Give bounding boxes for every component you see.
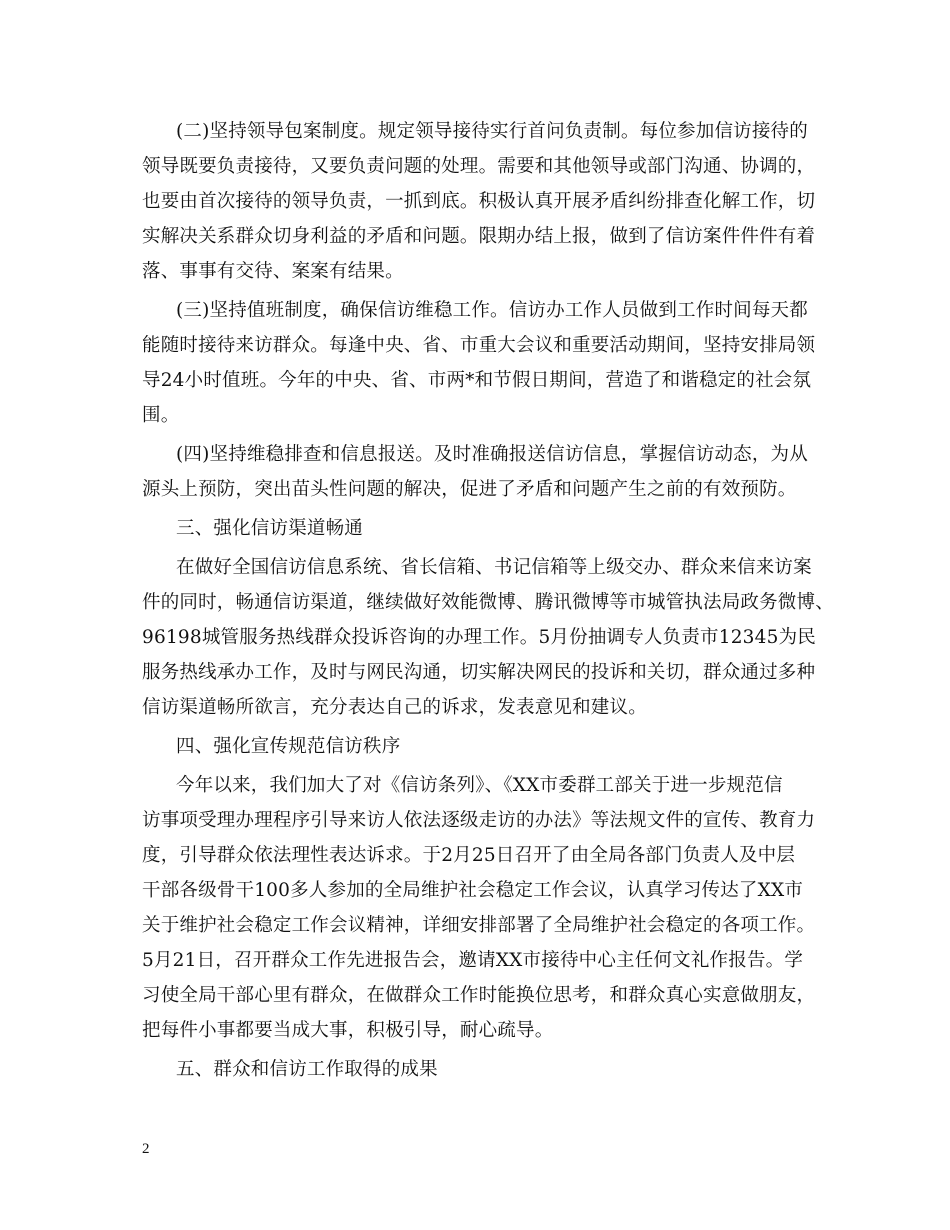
text-line: 度，引导群众依法理性表达诉求。于2月25日召开了由全局各部门负责人及中层 bbox=[142, 845, 796, 866]
text-line: (三)坚持值班制度，确保信访维稳工作。信访办工作人员做到工作时间每天都 bbox=[176, 300, 808, 321]
text-line: 今年以来，我们加大了对《信访条列》、《XX市委群工部关于进一步规范信 bbox=[176, 775, 783, 796]
text-line: 习使全局干部心里有群众，在做群众工作时能换位思考，和群众真心实意做朋友， bbox=[142, 985, 816, 1006]
text-line: 访事项受理办理程序引导来访人依法逐级走访的办法》等法规文件的宣传、教育力 bbox=[142, 810, 816, 831]
text-line: 领导既要负责接待，又要负责问题的处理。需要和其他领导或部门沟通、协调的， bbox=[142, 156, 816, 177]
text-line: 能随时接待来访群众。每逢中央、省、市重大会议和重要活动期间，坚持安排局领 bbox=[142, 335, 816, 356]
text-line: 96198城管服务热线群众投诉咨询的办理工作。5月份抽调专人负责市12345为民 bbox=[142, 627, 816, 648]
section-heading: 五、群众和信访工作取得的成果 bbox=[176, 1059, 438, 1080]
text-line: (二)坚持领导包案制度。规定领导接待实行首问负责制。每位参加信访接待的 bbox=[176, 121, 808, 142]
text-line: 5月21日，召开群众工作先进报告会，邀请XX市接待中心主任何文礼作报告。学 bbox=[142, 950, 804, 971]
section-heading: 四、强化宣传规范信访秩序 bbox=[176, 736, 401, 757]
text-line: 件的同时，畅通信访渠道，继续做好效能微博、腾讯微博等市城管执法局政务微博、 bbox=[142, 592, 834, 613]
text-line: 围。 bbox=[142, 405, 180, 426]
text-line: (四)坚持维稳排查和信息报送。及时准确报送信访信息，掌握信访动态，为从 bbox=[176, 444, 808, 465]
text-line: 关于维护社会稳定工作会议精神，详细安排部署了全局维护社会稳定的各项工作。 bbox=[142, 915, 816, 936]
text-line: 源头上预防，突出苗头性问题的解决，促进了矛盾和问题产生之前的有效预防。 bbox=[142, 479, 797, 500]
text-line: 在做好全国信访信息系统、省长信箱、书记信箱等上级交办、群众来信来访案 bbox=[176, 557, 812, 578]
text-line: 实解决关系群众切身利益的矛盾和问题。限期办结上报，做到了信访案件件件有着 bbox=[142, 226, 816, 247]
page-number: 2 bbox=[142, 1141, 150, 1157]
text-line: 也要由首次接待的领导负责，一抓到底。积极认真开展矛盾纠纷排查化解工作，切 bbox=[142, 191, 816, 212]
section-heading: 三、强化信访渠道畅通 bbox=[176, 518, 364, 539]
text-line: 落、事事有交待、案案有结果。 bbox=[142, 261, 404, 282]
text-line: 服务热线承办工作，及时与网民沟通，切实解决网民的投诉和关切，群众通过多种 bbox=[142, 662, 816, 683]
text-line: 干部各级骨干100多人参加的全局维护社会稳定工作会议，认真学习传达了XX市 bbox=[142, 880, 804, 901]
text-line: 把每件小事都要当成大事，积极引导，耐心疏导。 bbox=[142, 1020, 554, 1041]
text-line: 导24小时值班。今年的中央、省、市两*和节假日期间，营造了和谐稳定的社会氛 bbox=[142, 370, 812, 391]
text-line: 信访渠道畅所欲言，充分表达自己的诉求，发表意见和建议。 bbox=[142, 697, 647, 718]
